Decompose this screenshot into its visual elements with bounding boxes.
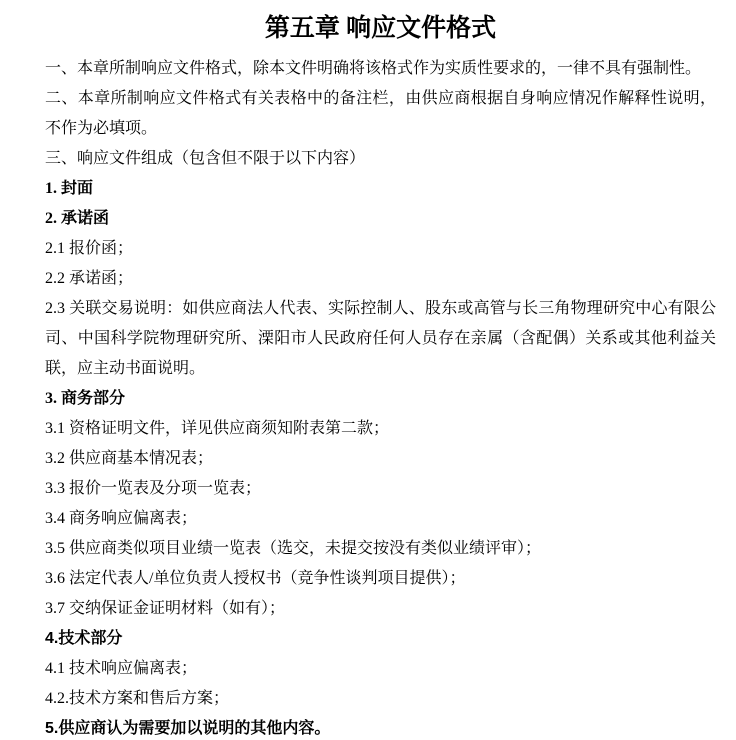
heading-5-other-content: 5.供应商认为需要加以说明的其他内容。 [45,720,331,737]
para-composition-intro: 三、响应文件组成（包含但不限于以下内容） [45,150,366,167]
item-3-3-quotation-summary-table: 3.3 报价一览表及分项一览表； [45,480,262,497]
heading-2-commitment-letter: 2. 承诺函 [45,210,110,227]
item-2-1-quotation-letter: 2.1 报价函； [45,240,134,257]
item-3-2-supplier-basic-info: 3.2 供应商基本情况表； [45,450,214,467]
para-2-3-related-transaction-note: 2.3 关联交易说明：如供应商法人代表、实际控制人、股东或高管与长三角物理研究中心有限公司、中国科学院物理研究所、溧阳市人民政府任何人员存在亲属（含配偶）关系或其他利益关联，应主动书面说明。 [45,300,716,377]
item-4-1-technical-deviation-table: 4.1 技术响应偏离表； [45,660,198,677]
item-4-2-technical-plan: 4.2.技术方案和售后方案； [45,690,230,707]
item-3-1-qualification-documents: 3.1 资格证明文件，详见供应商须知附表第二款； [45,420,390,437]
item-3-5-similar-project-record: 3.5 供应商类似项目业绩一览表（选交，未提交按没有类似业绩评审）； [45,540,542,557]
para-general-note-1: 一、本章所制响应文件格式，除本文件明确将该格式作为实质性要求的，一律不具有强制性。 [45,60,702,77]
item-3-4-business-deviation-table: 3.4 商务响应偏离表； [45,510,198,527]
heading-3-business-part: 3. 商务部分 [45,390,126,407]
item-3-6-authorization-letter: 3.6 法定代表人/单位负责人授权书（竞争性谈判项目提供）； [45,570,466,587]
chapter-title: 第五章 响应文件格式 [264,15,497,42]
item-2-2-commitment-letter: 2.2 承诺函； [45,270,134,287]
item-3-7-deposit-proof: 3.7 交纳保证金证明材料（如有）； [45,600,286,617]
heading-4-technical-part: 4.技术部分 [45,630,123,647]
para-general-note-2: 二、本章所制响应文件格式有关表格中的备注栏，由供应商根据自身响应情况作解释性说明，不作为必填项。 [45,90,716,137]
document-body [45,54,716,740]
heading-1-cover: 1. 封面 [45,180,94,197]
